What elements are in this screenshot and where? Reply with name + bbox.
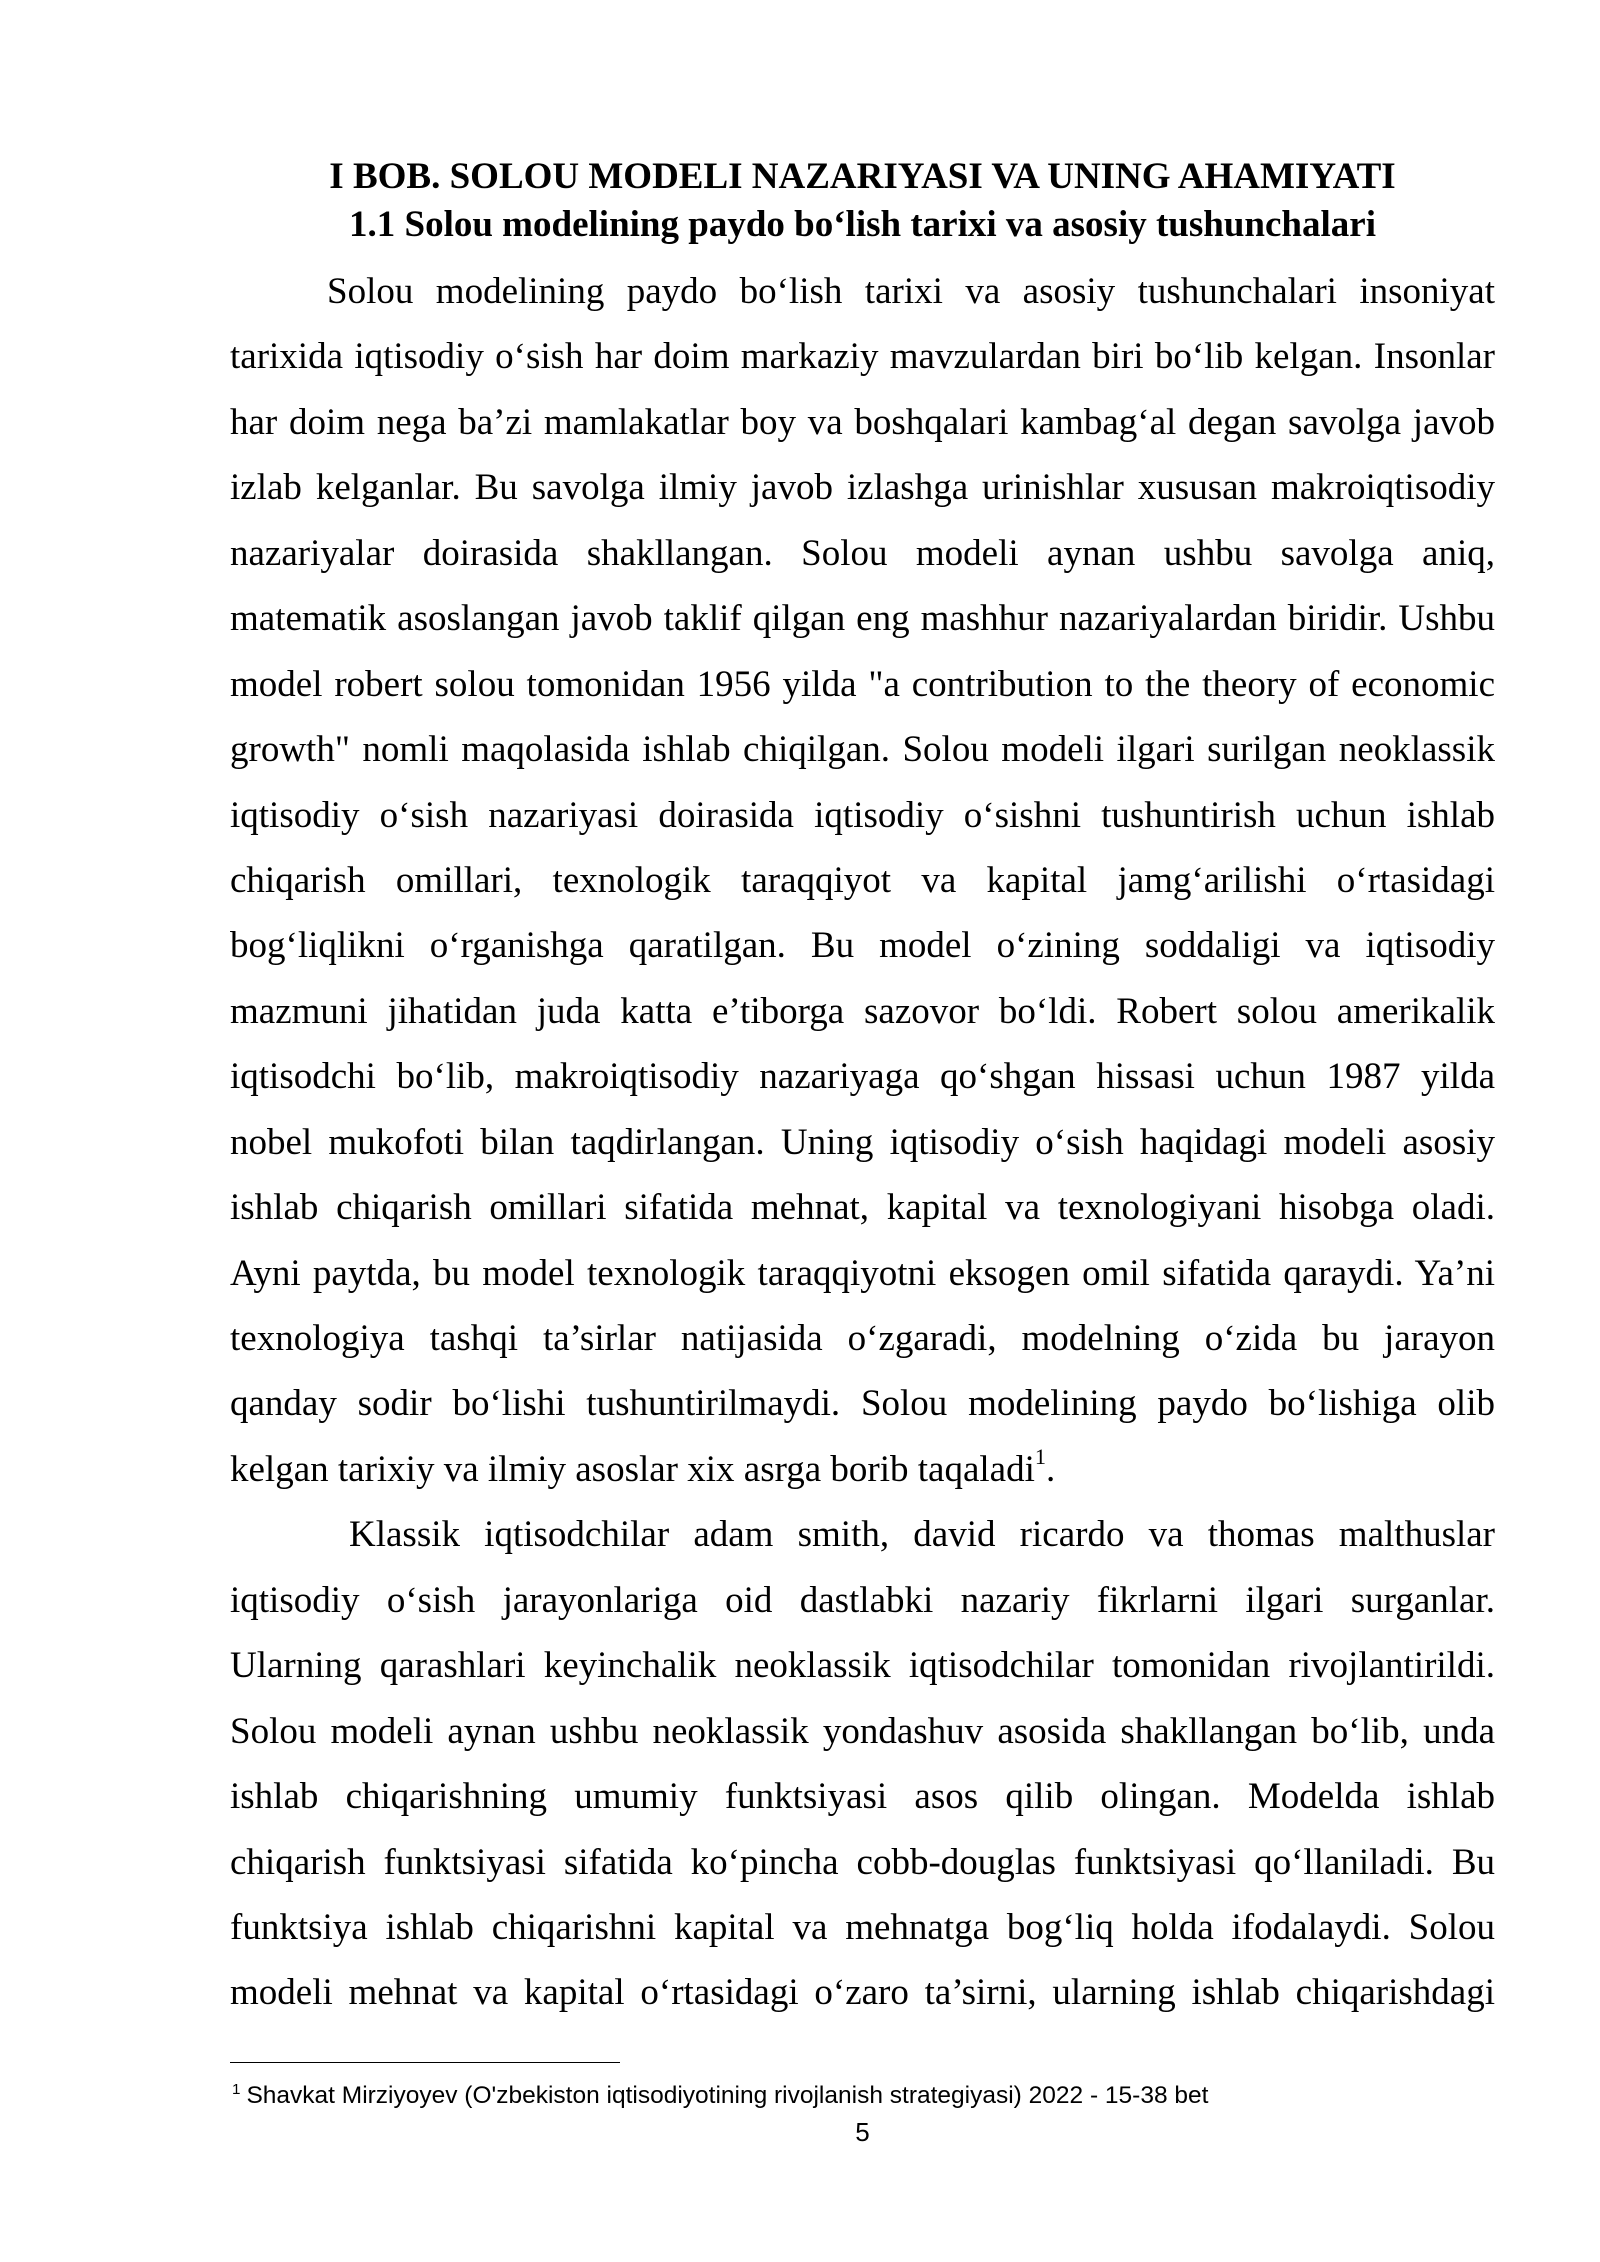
body-line: mazmuni jihatidan juda katta e’tiborga sazovor bo‘ldi. Robert solou amerikalik xyxy=(230,990,1495,1032)
body-line: izlab kelganlar. Bu savolga ilmiy javob izlashga urinishlar xususan makroiqtisodiy xyxy=(230,467,1495,509)
body-line: matematik asoslangan javob taklif qilgan eng mashhur nazariyalardan biridir. Ushbu xyxy=(230,598,1495,640)
footnote-reference[interactable]: 1 xyxy=(1034,1444,1046,1470)
body-line: iqtisodiy o‘sish nazariyasi doirasida iqtisodiy o‘sishni tushuntirish uchun ishlab xyxy=(230,794,1495,836)
body-line: funktsiya ishlab chiqarishni kapital va mehnatga bog‘liq holda ifodalaydi. Solou xyxy=(230,1906,1495,1948)
body-line: Klassik iqtisodchilar adam smith, david ricardo va thomas malthuslar xyxy=(349,1514,1495,1556)
body-line: chiqarish funktsiyasi sifatida ko‘pincha cobb-douglas funktsiyasi qo‘llaniladi. Bu xyxy=(230,1841,1495,1883)
page-number: 5 xyxy=(855,2117,870,2147)
paragraph-2 xyxy=(230,1502,1495,2026)
body-line: bog‘liqlikni o‘rganishga qaratilgan. Bu model o‘zining soddaligi va iqtisodiy xyxy=(230,925,1495,967)
body-line: ishlab chiqarishning umumiy funktsiyasi asos qilib olingan. Modelda ishlab xyxy=(230,1776,1495,1818)
chapter-title: I BOB. SOLOU MODELI NAZARIYASI VA UNING AHAMIYATI xyxy=(329,156,1396,197)
body-line-text: kelgan tarixiy va ilmiy asoslar xix asrga borib taqaladi xyxy=(230,1448,1035,1490)
body-line-last xyxy=(230,1437,1495,1502)
body-line: texnologiya tashqi ta’sirlar natijasida o‘zgaradi, modelning o‘zida bu jarayon xyxy=(230,1318,1495,1359)
body-line: har doim nega ba’zi mamlakatlar boy va boshqalari kambag‘al degan savolga javob xyxy=(230,401,1495,443)
body-line: growth" nomli maqolasida ishlab chiqilgan. Solou modeli ilgari surilgan neoklassik xyxy=(230,729,1495,771)
footnote-text: Shavkat Mirziyoyev (O'zbekiston iqtisodiyotining rivojlanish strategiyasi) 2022 - 15-38 bet xyxy=(246,2082,1209,2109)
headings xyxy=(230,153,1495,249)
body-line: nazariyalar doirasida shakllangan. Solou modeli aynan ushbu savolga aniq, xyxy=(230,532,1495,574)
body-line: qanday sodir bo‘lishi tushuntirilmaydi. Solou modelining paydo bo‘lishiga olib xyxy=(230,1383,1495,1425)
body-line: nobel mukofoti bilan taqdirlangan. Uning iqtisodiy o‘sish haqidagi modeli asosiy xyxy=(230,1121,1495,1163)
body-line: iqtisodiy o‘sish jarayonlariga oid dastlabki nazariy fikrlarni ilgari surganlar. xyxy=(230,1579,1495,1621)
footnote-number: 1 xyxy=(232,2080,241,2098)
body-line: ishlab chiqarish omillari sifatida mehnat, kapital va texnologiyani hisobga oladi. xyxy=(230,1187,1495,1229)
paragraph-1 xyxy=(230,259,1495,1502)
body-line: model robert solou tomonidan 1956 yilda "a contribution to the theory of economic xyxy=(230,663,1495,705)
body-line: iqtisodchi bo‘lib, makroiqtisodiy nazariyaga qo‘shgan hissasi uchun 1987 yilda xyxy=(230,1056,1495,1098)
section-title: 1.1 Solou modelining paydo bo‘lish tarixi va asosiy tushunchalari xyxy=(349,204,1376,245)
body-text xyxy=(230,259,1495,2026)
footnote xyxy=(232,2080,1208,2112)
body-line: modeli mehnat va kapital o‘rtasidagi o‘zaro ta’sirni, ularning ishlab chiqarishdagi xyxy=(230,1972,1495,2014)
body-line: chiqarish omillari, texnologik taraqqiyot va kapital jamg‘arilishi o‘rtasidagi xyxy=(230,859,1495,901)
body-line: Solou modelining paydo bo‘lish tarixi va asosiy tushunchalari insoniyat xyxy=(327,271,1495,312)
footnote-separator xyxy=(230,2062,620,2063)
body-line-suffix: . xyxy=(1045,1448,1056,1490)
body-line: Ularning qarashlari keyinchalik neoklassik iqtisodchilar tomonidan rivojlantirildi. xyxy=(230,1645,1495,1687)
body-line: tarixida iqtisodiy o‘sish har doim markaziy mavzulardan biri bo‘lib kelgan. Insonlar xyxy=(230,336,1495,378)
body-line: Solou modeli aynan ushbu neoklassik yondashuv asosida shakllangan bo‘lib, unda xyxy=(230,1710,1495,1752)
body-line: Ayni paytda, bu model texnologik taraqqiyotni eksogen omil sifatida qaraydi. Ya’ni xyxy=(230,1252,1495,1294)
